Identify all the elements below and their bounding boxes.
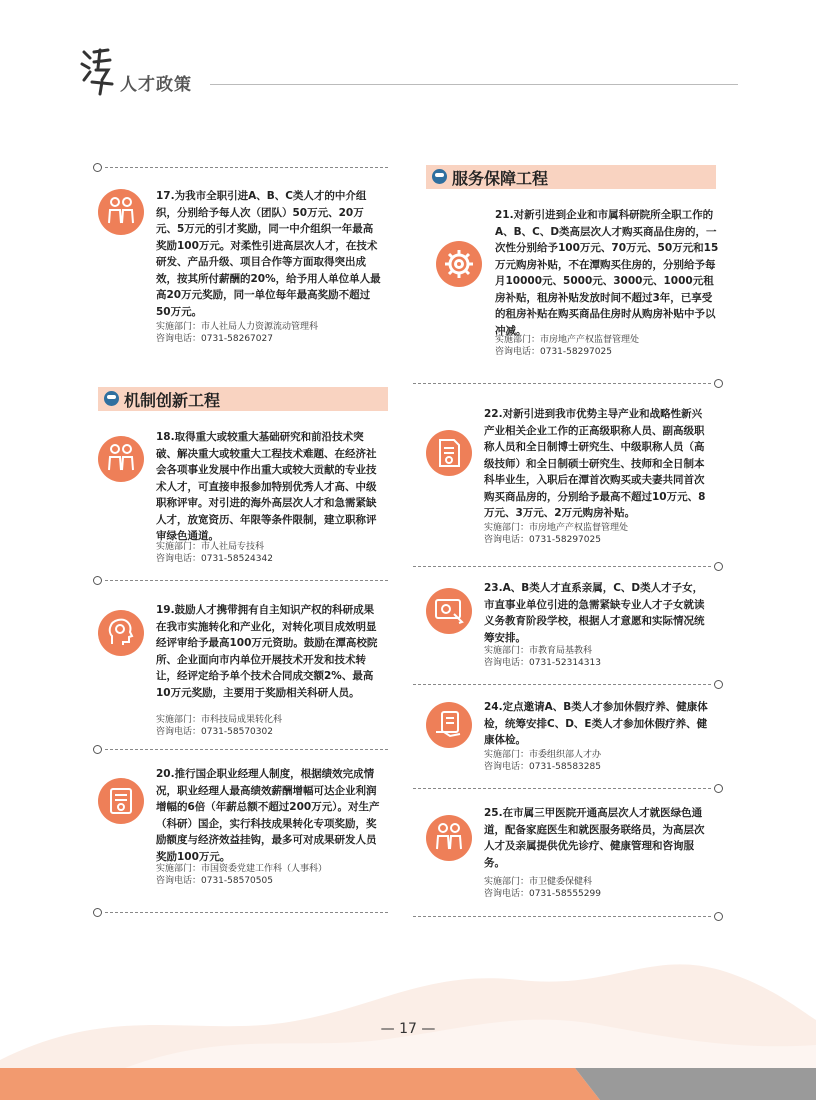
people-icon: [426, 815, 472, 861]
certificate-icon: [98, 778, 144, 824]
separator: [93, 576, 388, 586]
separator: [93, 745, 388, 755]
separator: [413, 680, 723, 690]
decorative-hills: [0, 930, 816, 1070]
separator: [413, 912, 723, 922]
policy-item-20-tel: 咨询电话：0731-58570505: [156, 876, 273, 886]
money-screen-icon: [426, 588, 472, 634]
policy-item-21: 21.对新引进到企业和市属科研院所全职工作的A、B、C、D类高层次人才购买商品住房的，一次性分别给予100万元、70万元、50万元和15万元购房补贴，不在潭购买住房的，分别给予每月10000元、5000元、3000元、1000元租房补贴，租房补贴发放时间不超过3年，已享受的租房补贴在购买商品住房时从购房补贴中予以冲减。: [495, 209, 719, 337]
policy-item-24-dept: 实施部门：市委组织部人才办: [484, 750, 602, 760]
policy-item-20-dept: 实施部门：市国资委党建工作科（人事科）: [156, 864, 328, 874]
separator: [413, 784, 723, 794]
header-divider: [210, 84, 738, 85]
section-title: 机制创新工程: [124, 391, 221, 410]
section-service-guarantee: [426, 165, 716, 189]
graduation-cap-icon: [104, 391, 119, 406]
policy-item-23-dept: 实施部门：市教育局基教科: [484, 646, 593, 656]
policy-item-18: 18.取得重大或较重大基础研究和前沿技术突破、解决重大或较重大工程技术难题、在经济社会各项事业发展中作出重大或较大贡献的专业技术人才，可直接申报参加特别优秀人才高、中级职称评审。对引进的海外高层次人才和急需紧缺人才，放宽资历、年限等条件限制，建立职称评审绿色通道。: [156, 431, 377, 542]
policy-item-18-tel: 咨询电话：0731-58524342: [156, 554, 273, 564]
policy-item-17-dept: 实施部门：市人社局人力资源流动管理科: [156, 322, 319, 332]
section-mechanism-innovation: [98, 387, 388, 411]
policy-item-24: 24.定点邀请A、B类人才参加休假疗养、健康体检，统筹安排C、D、E类人才参加休假疗养、健康体检。: [484, 701, 708, 746]
policy-item-17: 17.为我市全职引进A、B、C类人才的中介组织，分别给予每人次（团队）50万元、20万元、5万元的引才奖励，同一中介组织一年最高奖励100万元。对柔性引进高层次人才，在技术研发、产品升级、项目合作等方面取得突出成效，按其所付薪酬的20%，给予用人单位单人最高20万元奖励，同一单位每年最高奖励不超过50万元。: [156, 190, 381, 318]
policy-item-25-tel: 咨询电话：0731-58555299: [484, 889, 601, 899]
policy-item-25-dept: 实施部门：市卫健委保健科: [484, 877, 593, 887]
section-title: 服务保障工程: [452, 169, 549, 188]
policy-item-22-tel: 咨询电话：0731-58297025: [484, 535, 601, 545]
hand-doc-icon: [426, 702, 472, 748]
calligraphy-logo-icon: [78, 46, 118, 96]
separator: [413, 562, 723, 572]
policy-item-22: 22.对新引进到我市优势主导产业和战略性新兴产业相关企业工作的正高级职称人员、副高级职称人员和全日制博士研究生、中级职称人员（高级技师）和全日制硕士研究生、技师和全日制本科毕业生，入职后在潭首次购买或夫妻共同首次购买商品房的，分别给予最高不超过10万元、8万元、3万元、2万元购房补贴。: [484, 408, 706, 519]
page-number: — 17 —: [380, 1021, 436, 1037]
policy-item-22-dept: 实施部门：市房地产产权监督管理处: [484, 523, 629, 533]
policy-item-19: 19.鼓励人才携带拥有自主知识产权的科研成果在我市实施转化和产业化，对转化项目成效明显经评审给予最高100万元资助。鼓励在潭高校院所、企业面向市内单位开展技术开发和技术转让，经评定给予单个技术合同成交额2%、最高10万元奖励，主要用于奖励相关科研人员。: [156, 604, 378, 699]
policy-item-25: 25.在市属三甲医院开通高层次人才就医绿色通道，配备家庭医生和就医服务联络员，为高层次人才及亲属提供优先诊疗、健康管理和咨询服务。: [484, 807, 705, 869]
policy-item-21-tel: 咨询电话：0731-58297025: [495, 347, 612, 357]
footer-band: [0, 1068, 816, 1100]
separator: [93, 908, 388, 918]
separator: [413, 379, 723, 389]
gear-icon: [436, 241, 482, 287]
policy-item-19-dept: 实施部门：市科技局成果转化科: [156, 715, 283, 725]
people-icon: [98, 189, 144, 235]
policy-item-19-tel: 咨询电话：0731-58570302: [156, 727, 273, 737]
policy-item-18-dept: 实施部门：市人社局专技科: [156, 542, 265, 552]
policy-item-23: 23.A、B类人才直系亲属，C、D类人才子女，市直事业单位引进的急需紧缺专业人才子女就读义务教育阶段学校，根据人才意愿和实际情况统筹安排。: [484, 582, 705, 644]
document-icon: [426, 430, 472, 476]
header-title: 人才政策: [120, 75, 192, 95]
head-gear-icon: [98, 610, 144, 656]
policy-item-24-tel: 咨询电话：0731-58583285: [484, 762, 601, 772]
people-icon: [98, 436, 144, 482]
policy-item-23-tel: 咨询电话：0731-52314313: [484, 658, 601, 668]
policy-item-17-tel: 咨询电话：0731-58267027: [156, 334, 273, 344]
graduation-cap-icon: [432, 169, 447, 184]
policy-item-21-dept: 实施部门：市房地产产权监督管理处: [495, 335, 640, 345]
separator: [93, 163, 388, 173]
policy-item-20: 20.推行国企职业经理人制度，根据绩效完成情况，职业经理人最高绩效薪酬增幅可达企业利润增幅的6倍（年薪总额不超过200万元）。对生产（科研）国企，实行科技成果转化专项奖励，奖励额度与经济效益挂钩，最多可对成果研发人员奖励100万元。: [156, 768, 380, 863]
